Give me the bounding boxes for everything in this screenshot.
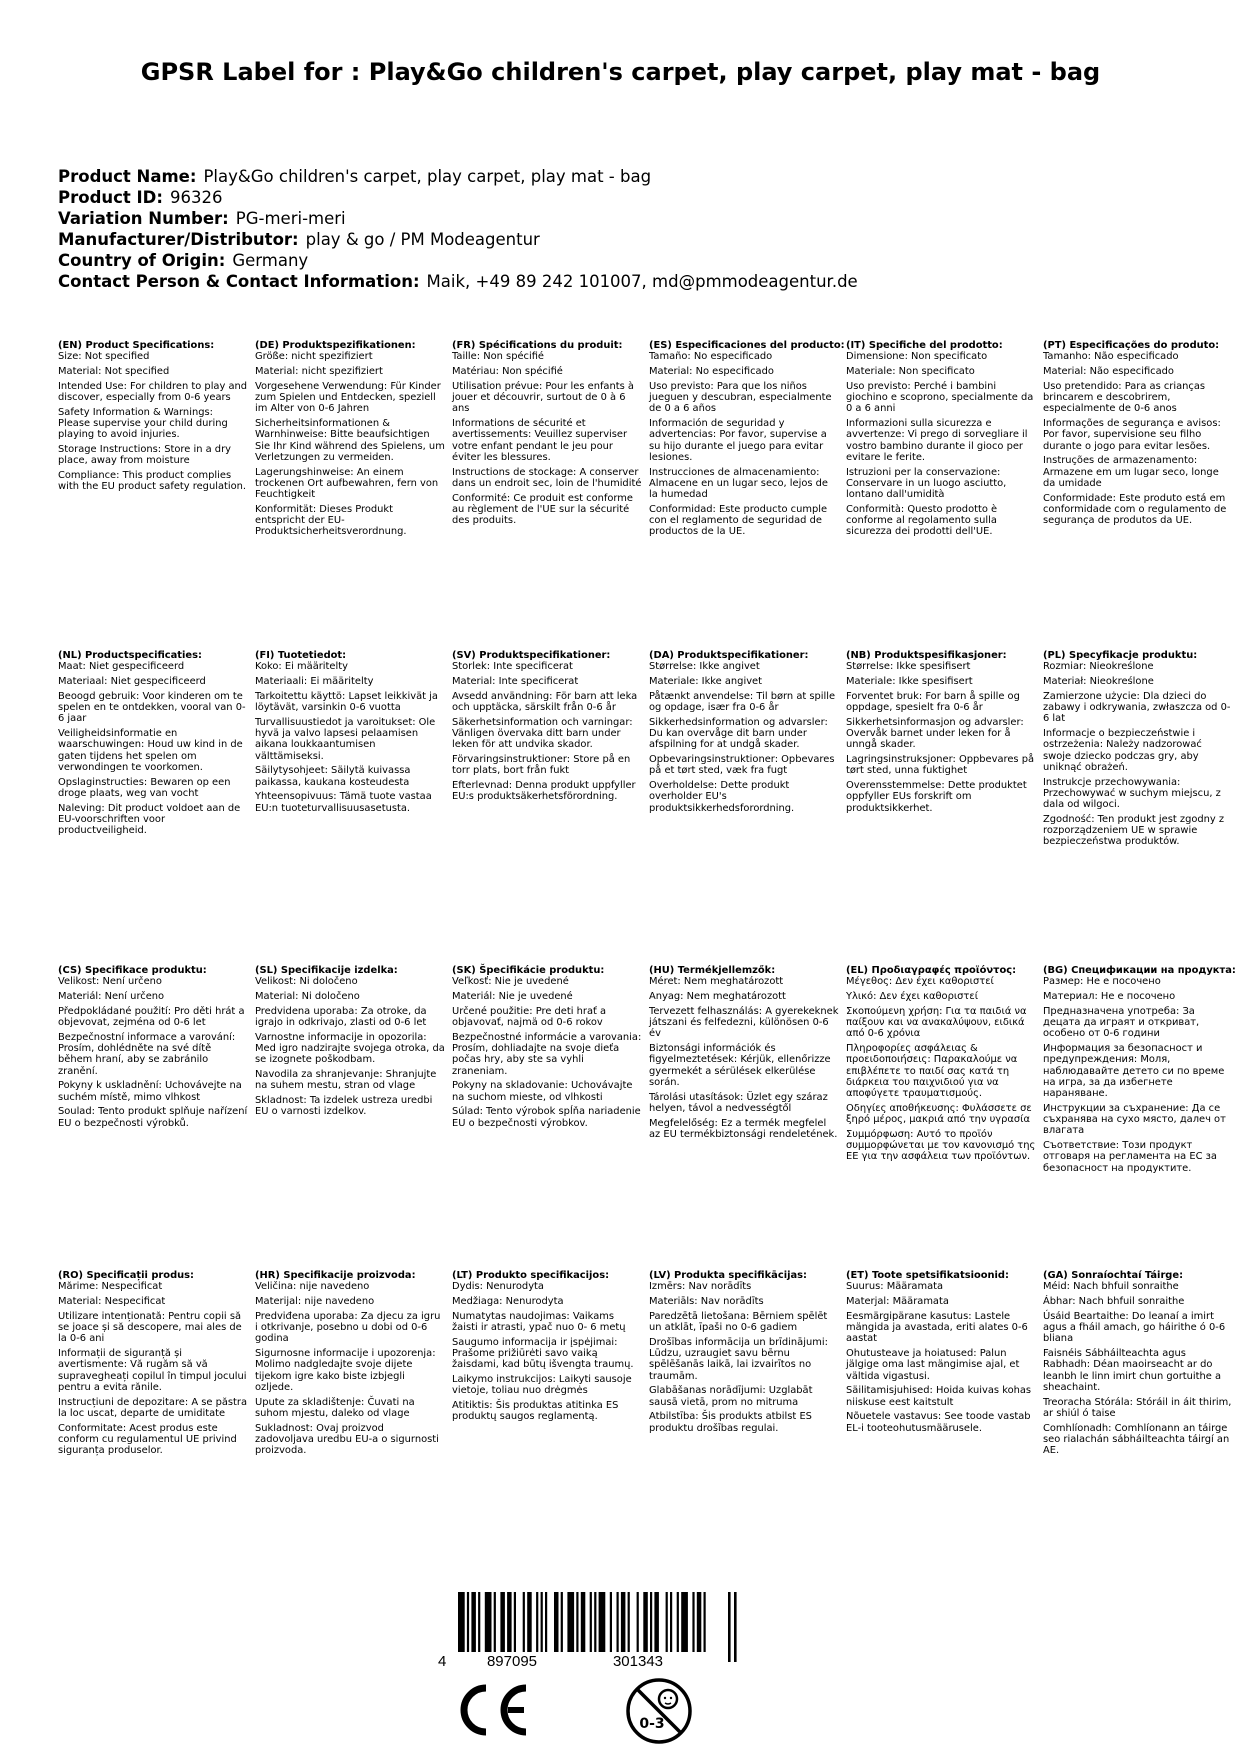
spec-line: Materiál: Není určeno	[58, 990, 165, 1002]
spec-line: Предназначена употреба: За децата да играят и откриват, особено от 0-6 години	[1043, 1005, 1200, 1040]
spec-line: Atitiktis: Šis produktas atitinka ES produktų saugos reglamentą.	[452, 1399, 619, 1423]
barcode-bar	[561, 1592, 563, 1652]
spec-line: Инструкции за съхранение: Да се съхранява на сухо място, далеч от влагата	[1043, 1102, 1226, 1137]
barcode-bar	[650, 1592, 652, 1652]
spec-line: Určené použitie: Pre deti hrať a objavovať, najmä od 0-6 rokov	[452, 1005, 607, 1028]
spec-line: Πληροφορίες ασφάλειας & προειδοποιήσεις: Παρακαλούμε να επιβλέπετε το παιδί σας κατά τη διάρκεια του παιχνιδιού για να αποφύγετε τραυματισμούς.	[846, 1042, 1018, 1100]
spec-line: Informazioni sulla sicurezza e avvertenze: Vi prego di sorvegliare il vostro bambino durante il gioco per evitare le ferite.	[846, 417, 1028, 463]
spec-line: Veiligheidsinformatie en waarschuwingen: Houd uw kind in de gaten tijdens het spelen om verwondingen te voorkomen.	[58, 727, 243, 773]
barcode-bar	[467, 1592, 469, 1652]
ce-mark-label: CE	[452, 1680, 454, 1681]
spec-heading: (PL) Specyfikacje produktu:	[1043, 650, 1198, 661]
spec-line: Instrucciones de almacenamiento: Almacene en un lugar seco, lejos de la humedad	[649, 466, 828, 501]
spec-line: Instructions de stockage: A conserver dans un endroit sec, loin de l'humidité	[452, 466, 642, 489]
barcode-bar	[500, 1592, 505, 1652]
spec-line: Naleving: Dit product voldoet aan de EU-voorschriften voor productveiligheid.	[58, 802, 241, 837]
spec-line: Bezpečnostní informace a varování: Prosím, dohlédněte na své dítě během hraní, aby se zabránilo zranění.	[58, 1031, 236, 1077]
info-value: play & go / PM Modeagentur	[305, 230, 540, 249]
spec-heading: (EL) Προδιαγραφές προϊόντος:	[846, 965, 1017, 976]
spec-line: Safety Information & Warnings: Please supervise your child during playing to avoid injuries.	[58, 406, 228, 441]
spec-line: Predviđena uporaba: Za djecu za igru i otkrivanje, posebno u dobi od 0-6 godina	[255, 1310, 441, 1345]
spec-line: Overholdelse: Dette produkt overholder EU's produktsikkerhedsforordning.	[649, 779, 795, 814]
spec-block	[846, 965, 1036, 1166]
spec-line: Materijal: nije navedeno	[255, 1295, 375, 1307]
spec-line: Comhlíonadh: Comhlíonann an táirge seo rialachán sábháilteachta táirgí an AE.	[1043, 1422, 1230, 1457]
spec-block	[255, 650, 445, 817]
spec-line: Größe: nicht spezifiziert	[255, 351, 373, 363]
barcode-bar	[666, 1592, 668, 1652]
spec-line: Sikkerhetsinformasjon og advarsler: Overvåk barnet under leken for å unngå skader.	[846, 716, 1024, 751]
spec-line: Varnostne informacije in opozorila: Med igro nadzirajte svojega otroka, da se izognete poškodbam.	[255, 1031, 445, 1066]
spec-line: Materiāls: Nav norādīts	[649, 1295, 764, 1307]
barcode-bar	[628, 1592, 630, 1652]
spec-line: Bezpečnostné informácie a varovania: Prosím, dohliadajte na svoje dieťa počas hry, aby ste sa vyhli zraneniam.	[452, 1031, 642, 1077]
spec-line: Skladnost: Ta izdelek ustreza uredbi EU o varnosti izdelkov.	[255, 1094, 433, 1118]
spec-line: Rozmiar: Nieokreślone	[1043, 661, 1154, 673]
spec-line: Conformité: Ce produit est conforme au règlement de l'UE sur la sécurité des produits.	[452, 492, 633, 527]
spec-heading: (DA) Produktspecifikationer:	[649, 650, 809, 661]
spec-heading: (FI) Tuotetiedot:	[255, 650, 347, 661]
spec-line: Instrukcje przechowywania: Przechowywać w suchym miejscu, z dala od wilgoci.	[1043, 776, 1221, 811]
spec-block	[1043, 965, 1236, 1177]
spec-line: Material: Não especificado	[1043, 365, 1174, 377]
spec-line: Sukladnost: Ovaj proizvod zadovoljava uredbu EU-a o sigurnosti proizvoda.	[255, 1422, 439, 1457]
spec-line: Conformitate: Acest produs este conform cu regulamentul UE privind siguranța produselor.	[58, 1422, 237, 1457]
spec-line: Megfelelőség: Ez a termék megfelel az EU termékbiztonsági rendeletének.	[649, 1117, 838, 1140]
spec-block	[1043, 340, 1233, 530]
spec-line: Størrelse: Ikke spesifisert	[846, 661, 971, 673]
spec-block	[255, 1270, 445, 1460]
spec-block	[846, 1270, 1036, 1437]
spec-line: Laikymo instrukcijos: Laikyti sausoje vietoje, toliau nuo drėgmės	[452, 1373, 632, 1397]
spec-block	[1043, 650, 1233, 851]
spec-line: Υλικό: Δεν έχει καθοριστεί	[846, 990, 979, 1002]
spec-line: Säilytysohjeet: Säilytä kuivassa paikassa, kaukana kosteudesta	[255, 765, 411, 788]
spec-line: Veličina: nije navedeno	[255, 1281, 370, 1293]
spec-line: Utilizare intenționată: Pentru copii să se joace și să descopere, mai ales de la 0-6 ani	[58, 1310, 242, 1345]
barcode-bar	[599, 1592, 606, 1652]
spec-heading: (LT) Produkto specifikacijos:	[452, 1270, 610, 1281]
spec-line: Tamanho: Não especificado	[1043, 351, 1179, 363]
spec-block	[58, 965, 248, 1132]
spec-heading: (SV) Produktspecifikationer:	[452, 650, 611, 661]
spec-heading: (BG) Спецификации на продукта:	[1043, 965, 1236, 976]
spec-line: Izmērs: Nav norādīts	[649, 1281, 752, 1293]
spec-block	[58, 650, 248, 840]
spec-line: Drošības informācija un brīdinājumi: Lūdzu, uzraugiet savu bērnu spēlēšanās laikā, lai izvairītos no traumām.	[649, 1336, 828, 1382]
info-value: Maik, +49 89 242 101007, md@pmmodeagentur.de	[426, 272, 858, 291]
spec-line: Размер: Не е посочено	[1043, 976, 1161, 988]
ce-mark-icon	[452, 1680, 532, 1740]
spec-line: Súlad: Tento výrobok spĺňa nariadenie EU o bezpečnosti výrobkov.	[452, 1106, 641, 1129]
spec-line: Storage Instructions: Store in a dry place, away from moisture	[58, 443, 231, 467]
info-label: Variation Number:	[58, 209, 229, 228]
spec-line: Úsáid Beartaithe: Do leanaí a imirt agus a fháil amach, go háirithe ó 0-6 bliana	[1043, 1310, 1226, 1345]
page-title: GPSR Label for : Play&Go children's carpet, play carpet, play mat - bag	[140, 58, 1101, 86]
spec-line: Uso pretendido: Para as crianças brincarem e descobrirem, especialmente de 0-6 anos	[1043, 380, 1206, 415]
spec-line: Uso previsto: Perché i bambini giochino e scoprono, specialmente da 0 a 6 anni	[846, 380, 1034, 415]
barcode-bar	[536, 1592, 538, 1652]
spec-line: Soulad: Tento produkt splňuje nařízení EU o bezpečnosti výrobků.	[58, 1106, 248, 1129]
spec-line: Σκοπούμενη χρήση: Για τα παιδιά να παίξουν και να ανακαλύψουν, ειδικά από 0-6 χρόνια	[846, 1005, 1027, 1040]
spec-heading: (GA) Sonraíochtaí Táirge:	[1043, 1270, 1184, 1281]
spec-line: Yhteensopivuus: Tämä tuote vastaa EU:n tuoteturvallisuusasetusta.	[255, 791, 432, 814]
barcode-bar	[670, 1592, 672, 1652]
spec-line: Intended Use: For children to play and discover, especially from 0-6 years	[58, 380, 248, 403]
spec-line: Sicherheitsinformationen & Warnhinweise: Bitte beaufsichtigen Sie Ihr Kind während des Spielens, um Verletzungen zu vermeiden.	[255, 417, 445, 463]
spec-block	[1043, 1270, 1233, 1460]
spec-line: Pokyny na skladovanie: Uchovávajte na suchom mieste, od vlhkosti	[452, 1080, 633, 1103]
spec-heading: (IT) Specifiche del prodotto:	[846, 340, 1003, 351]
spec-block	[58, 1270, 248, 1460]
barcode-bar	[458, 1592, 465, 1652]
spec-line: Overensstemmelse: Dette produktet oppfyller EUs forskrift om produktsikkerhet.	[846, 779, 1027, 814]
spec-line: Material: Inte specificerat	[452, 675, 579, 687]
spec-line: Konformität: Dieses Produkt entspricht der EU-Produktsicherheitsverordnung.	[255, 503, 407, 538]
spec-line: Säilitamisjuhised: Hoida kuivas kohas niiskuse eest kaitstult	[846, 1385, 1032, 1408]
info-manufacturer	[58, 229, 1188, 250]
info-label: Manufacturer/Distributor:	[58, 230, 299, 249]
spec-line: Avsedd användning: För barn att leka och upptäcka, särskilt från 0-6 år	[452, 690, 638, 713]
spec-line: Opslaginstructies: Bewaren op een droge plaats, weg van vocht	[58, 776, 231, 799]
barcode-bar	[621, 1592, 626, 1652]
spec-line: Glabāšanas norādījumi: Uzglabāt sausā vietā, prom no mitruma	[649, 1385, 813, 1408]
spec-line: Navodila za shranjevanje: Shranjujte na suhem mestu, stran od vlage	[255, 1068, 437, 1092]
spec-line: Materiál: Nie je uvedené	[452, 990, 573, 1002]
spec-line: Dydis: Nenurodyta	[452, 1281, 544, 1293]
barcode-bar	[545, 1592, 547, 1652]
spec-line: Sigurnosne informacije i upozorenja: Molimo nadgledajte svoje dijete tijekom igre kako biste izbjegli ozljede.	[255, 1347, 436, 1393]
spec-line: Materjal: Määramata	[846, 1295, 949, 1307]
spec-line: Paredzētā lietošana: Bērniem spēlēt un atklāt, īpaši no 0-6 gadiem	[649, 1310, 828, 1333]
barcode-bar	[485, 1592, 492, 1652]
spec-line: Maat: Niet gespecificeerd	[58, 661, 185, 673]
info-label: Product ID:	[58, 188, 163, 207]
barcode-bar	[728, 1592, 731, 1662]
spec-block	[58, 340, 248, 496]
spec-line: Zgodność: Ten produkt jest zgodny z rozporządzeniem UE w sprawie bezpieczeństwa produktów.	[1043, 813, 1225, 848]
spec-block	[452, 965, 642, 1132]
spec-line: Información de seguridad y advertencias: Por favor, supervise a su hijo durante el juego para evitar lesiones.	[649, 417, 827, 463]
barcode-bar	[704, 1592, 706, 1652]
barcode	[436, 1590, 742, 1670]
spec-line: Tamaño: No especificado	[649, 351, 773, 363]
barcode-bar	[590, 1592, 592, 1652]
spec-line: Ábhar: Nach bhfuil sonraithe	[1043, 1295, 1185, 1307]
info-value: 96326	[169, 188, 223, 207]
spec-line: Méid: Nach bhfuil sonraithe	[1043, 1281, 1179, 1293]
spec-heading: (DE) Produktspezifikationen:	[255, 340, 416, 351]
info-product-name	[58, 166, 1188, 187]
spec-line: Instruções de armazenamento: Armazene em um lugar seco, longe da umidade	[1043, 455, 1219, 489]
barcode-digits-2: 897095	[486, 1653, 538, 1670]
info-product-id	[58, 187, 1188, 208]
barcode-bar	[692, 1592, 694, 1652]
spec-line: Suurus: Määramata	[846, 1281, 944, 1293]
spec-heading: (NB) Produktspesifikasjoner:	[846, 650, 1007, 661]
barcode-bar	[643, 1592, 648, 1652]
spec-heading: (CS) Specifikace produktu:	[58, 965, 207, 976]
spec-block	[255, 340, 445, 541]
spec-heading: (HU) Termékjellemzők:	[649, 965, 776, 976]
spec-line: Informacje o bezpieczeństwie i ostrzeżenia: Należy nadzorować swoje dziecko podczas gry, aby uniknąć obrażeń.	[1043, 727, 1202, 773]
spec-line: Οδηγίες αποθήκευσης: Φυλάσσετε σε ξηρό μέρος, μακριά από την υγρασία	[846, 1102, 1032, 1126]
spec-block	[846, 650, 1036, 817]
barcode-bar	[610, 1592, 612, 1652]
spec-line: Förvaringsinstruktioner: Store på en torr plats, bort från fukt	[452, 753, 631, 777]
spec-line: Material: Not specified	[58, 365, 170, 377]
barcode-bar	[527, 1592, 532, 1652]
spec-line: Μέγεθος: Δεν έχει καθοριστεί	[846, 976, 994, 988]
spec-line: Dimensione: Non specificato	[846, 351, 988, 363]
spec-line: Velikost: Ni določeno	[255, 976, 358, 988]
barcode-bar	[478, 1592, 480, 1652]
spec-heading: (HR) Specifikacije proizvoda:	[255, 1270, 416, 1281]
barcode-bar	[507, 1592, 512, 1652]
barcode-bar	[677, 1592, 679, 1652]
spec-line: Turvallisuustiedot ja varoitukset: Ole hyvä ja valvo lapsesi pelaamisen aikana loukkaantumisen välttämiseksi.	[255, 716, 436, 762]
spec-line: Istruzioni per la conservazione: Conservare in un luogo asciutto, lontano dall'umidità	[846, 466, 1007, 501]
spec-line: Material: Nespecificat	[58, 1295, 166, 1307]
spec-block	[452, 1270, 642, 1426]
spec-line: Materiał: Nieokreślone	[1043, 675, 1154, 687]
info-label: Country of Origin:	[58, 251, 226, 270]
spec-line: Instrucțiuni de depozitare: A se păstra la loc uscat, departe de umiditate	[58, 1396, 248, 1419]
spec-line: Opbevaringsinstruktioner: Opbevares på et tørt sted, væk fra fugt	[649, 753, 835, 777]
spec-heading: (FR) Spécifications du produit:	[452, 340, 623, 351]
spec-line: Size: Not specified	[58, 351, 150, 363]
spec-line: Съответствие: Този продукт отговаря на регламента на ЕС за безопасност на продуктите.	[1043, 1140, 1217, 1174]
spec-line: Материал: Не е посочено	[1043, 990, 1176, 1002]
spec-line: Matériau: Non spécifié	[452, 365, 563, 377]
spec-line: Forventet bruk: For barn å spille og oppdage, spesielt fra 0-6 år	[846, 690, 1020, 713]
spec-line: Material: nicht spezifiziert	[255, 365, 383, 377]
spec-line: Koko: Ei määritelty	[255, 661, 348, 673]
barcode-bar	[567, 1592, 574, 1652]
barcode-bar	[617, 1592, 619, 1652]
spec-block	[649, 650, 839, 817]
barcode-bar	[554, 1592, 559, 1652]
spec-line: Conformidad: Este producto cumple con el reglamento de seguridad de productos de la UE.	[649, 503, 828, 538]
age-warning-label: 0-3	[639, 1716, 665, 1732]
barcode-bar	[471, 1592, 476, 1652]
spec-heading: (SK) Špecifikácie produktu:	[452, 965, 605, 976]
spec-line: Conformità: Questo prodotto è conforme al regolamento sulla sicurezza dei prodotti dell'UE.	[846, 503, 998, 538]
spec-line: Materiale: Non specificato	[846, 365, 975, 377]
spec-block	[649, 340, 845, 541]
barcode-bar	[541, 1592, 543, 1652]
spec-line: Tárolási utasítások: Üzlet egy száraz helyen, távol a nedvességtől	[649, 1091, 828, 1114]
spec-block	[255, 965, 445, 1121]
spec-line: Lagerungshinweise: An einem trockenen Ort aufbewahren, fern von Feuchtigkeit	[255, 466, 439, 501]
spec-line: Ohutusteave ja hoiatused: Palun jälgige oma last mängimise ajal, et vältida vigastusi.	[846, 1347, 1020, 1382]
spec-heading: (NL) Productspecificaties:	[58, 650, 202, 661]
spec-line: Информация за безопасност и предупреждения: Моля, наблюдавайте детето си по време на игра, за да избегнете нараняване.	[1043, 1042, 1225, 1100]
spec-heading: (PT) Especificações do produto:	[1043, 340, 1220, 351]
spec-line: Påtænkt anvendelse: Til børn at spille og opdage, især fra 0-6 år	[649, 690, 836, 713]
barcode-bar	[523, 1592, 525, 1652]
spec-line: Materiale: Ikke angivet	[649, 675, 762, 687]
spec-heading: (LV) Produkta specifikācijas:	[649, 1270, 807, 1281]
spec-line: Velikost: Není určeno	[58, 976, 162, 988]
spec-line: Materiaal: Niet gespecificeerd	[58, 675, 206, 687]
spec-line: Säkerhetsinformation och varningar: Vänligen övervaka ditt barn under leken för att undvika skador.	[452, 716, 633, 751]
barcode-bar	[576, 1592, 578, 1652]
spec-line: Upute za skladištenje: Čuvati na suhom mjestu, daleko od vlage	[255, 1396, 415, 1419]
product-info	[58, 166, 1188, 292]
spec-line: Compliance: This product complies with the EU product safety regulation.	[58, 469, 247, 493]
spec-line: Atbilstība: Šis produkts atbilst ES produktu drošības regulai.	[649, 1411, 812, 1434]
spec-line: Material: Ni določeno	[255, 990, 360, 1002]
barcode-digit-1: 4	[438, 1653, 447, 1670]
info-label: Product Name:	[58, 167, 197, 186]
barcode-bar	[681, 1592, 688, 1652]
spec-line: Vorgesehene Verwendung: Für Kinder zum Spielen und Entdecken, speziell im Alter von 0-6 Jahren	[255, 380, 441, 415]
spec-line: Συμμόρφωση: Αυτό το προϊόν συμμορφώνεται με τον κανονισμό της ΕΕ για την ασφάλεια των προϊόντων.	[846, 1128, 1036, 1163]
spec-line: Conformidade: Este produto está em conformidade com o regulamento de segurança de produtos da UE.	[1043, 492, 1227, 527]
spec-line: Mărime: Nespecificat	[58, 1281, 163, 1293]
spec-line: Numatytas naudojimas: Vaikams žaisti ir atrasti, ypač nuo 0- 6 metų	[452, 1310, 626, 1333]
spec-block	[452, 340, 642, 530]
spec-line: Taille: Non spécifié	[452, 351, 545, 363]
spec-line: Předpokládané použití: Pro děti hrát a objevovat, zejména od 0-6 let	[58, 1005, 245, 1028]
spec-block	[649, 1270, 839, 1437]
info-variation-number	[58, 208, 1188, 229]
spec-line: Efterlevnad: Denna produkt uppfyller EU:s produktsäkerhetsförordning.	[452, 779, 636, 803]
spec-line: Saugumo informacija ir įspėjimai: Prašome prižiūrėti savo vaiką žaisdami, kad būtų išvengta traumų.	[452, 1336, 634, 1371]
spec-line: Utilisation prévue: Pour les enfants à jouer et découvrir, surtout de 0 à 6 ans	[452, 380, 634, 415]
barcode-digits-3: 301343	[612, 1653, 664, 1670]
spec-line: Storlek: Inte specificerat	[452, 661, 573, 673]
barcode-bar	[594, 1592, 596, 1652]
spec-line: Sikkerhedsinformation og advarsler: Du kan overvåge dit barn under afspilning for at undgå skader.	[649, 716, 828, 751]
barcode-bar	[581, 1592, 586, 1652]
spec-line: Uso previsto: Para que los niños jueguen y descubran, especialmente de 0 a 6 años	[649, 380, 832, 415]
spec-line: Zamierzone użycie: Dla dzieci do zabawy i odkrywania, zwłaszcza od 0- 6 lat	[1043, 690, 1231, 725]
info-country-of-origin	[58, 250, 1188, 271]
barcode-bar	[637, 1592, 639, 1652]
spec-line: Material: No especificado	[649, 365, 774, 377]
spec-heading: (RO) Specificații produs:	[58, 1270, 194, 1281]
spec-line: Materiale: Ikke spesifisert	[846, 675, 973, 687]
spec-heading: (EN) Product Specifications:	[58, 340, 215, 351]
spec-line: Eesmärgipärane kasutus: Lastele mängida ja avastada, eriti alates 0-6 aastat	[846, 1310, 1028, 1345]
spec-line: Tarkoitettu käyttö: Lapset leikkivät ja löytävät, varsinkin 0-6 vuotta	[255, 690, 438, 713]
spec-line: Treoracha Stórála: Stóráil in áit thirim, ar shiúl ó taise	[1043, 1396, 1232, 1419]
spec-line: Faisnéis Sábháilteachta agus Rabhadh: Déan maoirseacht ar do leanbh le linn imirt chun gortuithe a sheachaint.	[1043, 1347, 1222, 1393]
barcode-bar	[697, 1592, 702, 1652]
not-for-children-under-3-icon	[624, 1676, 694, 1746]
spec-heading: (ET) Toote spetsifikatsioonid:	[846, 1270, 1009, 1281]
spec-line: Anyag: Nem meghatározott	[649, 990, 786, 1002]
spec-block	[846, 340, 1036, 541]
spec-line: Tervezett felhasználás: A gyerekeknek játszani és felfedezni, különösen 0-6 év	[649, 1005, 839, 1040]
spec-line: Predvidena uporaba: Za otroke, da igrajo in odkrivajo, zlasti od 0-6 let	[255, 1005, 427, 1028]
spec-line: Lagringsinstruksjoner: Oppbevares på tørt sted, unna fuktighet	[846, 753, 1035, 777]
info-contact	[58, 271, 1188, 292]
spec-heading: (SL) Specifikacije izdelka:	[255, 965, 398, 976]
spec-line: Veľkosť: Nie je uvedené	[452, 976, 569, 988]
info-value: Play&Go children's carpet, play carpet, play mat - bag	[203, 167, 652, 186]
barcode-bar	[654, 1592, 659, 1652]
spec-block	[452, 650, 642, 806]
spec-heading: (ES) Especificaciones del producto:	[649, 340, 845, 351]
spec-line: Størrelse: Ikke angivet	[649, 661, 760, 673]
spec-line: Informações de segurança e avisos: Por favor, supervisione seu filho durante o jogo para evitar lesões.	[1043, 417, 1221, 452]
spec-block	[649, 965, 839, 1144]
barcode-bar	[734, 1592, 737, 1662]
info-value: Germany	[232, 251, 309, 270]
spec-line: Nõuetele vastavus: See toode vastab EL-i tooteohutusmäärusele.	[846, 1411, 1031, 1434]
barcode-bar	[514, 1592, 516, 1652]
spec-line: Pokyny k uskladnění: Uchovávejte na suchém místě, mimo vlhkost	[58, 1080, 242, 1103]
barcode-bar	[494, 1592, 496, 1652]
barcode-bars	[458, 1592, 737, 1662]
spec-line: Informații de siguranță și avertismente: Vă rugăm să vă supravegheați copilul în timpul jocului pentru a evita rănile.	[58, 1347, 247, 1393]
spec-line: Beoogd gebruik: Voor kinderen om te spelen en te ontdekken, vooral van 0-6 jaar	[58, 690, 246, 725]
spec-line: Materiaali: Ei määritelty	[255, 675, 374, 687]
spec-line: Informations de sécurité et avertissements: Veuillez superviser votre enfant pendant le jeu pour éviter les blessures.	[452, 417, 628, 463]
spec-line: Biztonsági információk és figyelmeztetések: Kérjük, ellenőrizze gyermekét a sérülések elkerülése során.	[649, 1042, 831, 1088]
info-label: Contact Person & Contact Information:	[58, 272, 420, 291]
spec-line: Méret: Nem meghatározott	[649, 976, 784, 988]
spec-line: Medžiaga: Nenurodyta	[452, 1295, 564, 1307]
info-value: PG-meri-meri	[235, 209, 346, 228]
